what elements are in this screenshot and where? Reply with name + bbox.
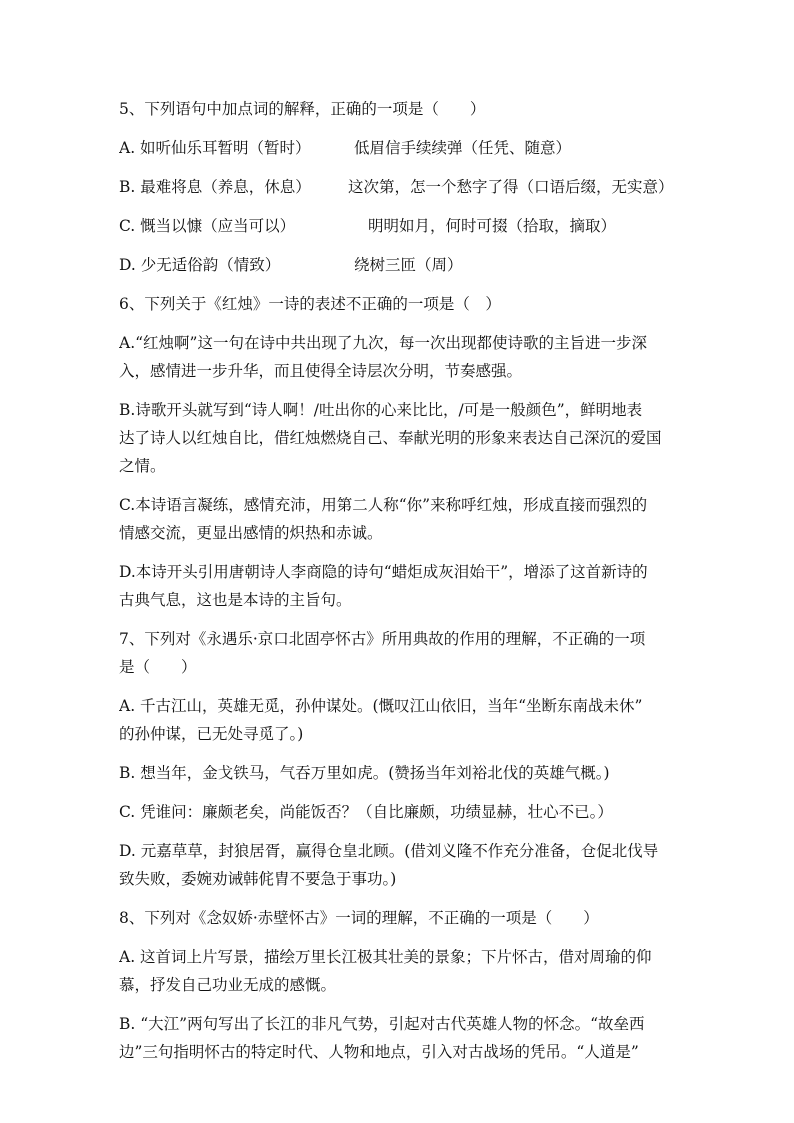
option-text: A. 这首词上片写景，描绘万里长江极其壮美的景象；下片怀古，借对周瑜的仰 — [119, 948, 652, 966]
option-left: B. 最难将息（养息，休息） — [119, 178, 311, 196]
option-row — [119, 251, 679, 279]
question-block — [119, 625, 679, 893]
option-row — [119, 173, 679, 201]
option-text: 边”三句指明怀古的特定时代、人物和地点，引入对古战场的凭吊。“人道是” — [119, 1043, 639, 1061]
option-text: C. 凭谁问：廉颇老矣，尚能饭否？（自比廉颇，功绩显赫，壮心不已。） — [119, 803, 613, 821]
option-text: 之情。 — [119, 457, 166, 475]
option-row — [119, 212, 679, 240]
option-text: D.本诗开头引用唐朝诗人李商隐的诗句“蜡炬成灰泪始干”，增添了这首新诗的 — [119, 563, 648, 581]
option-right: 绕树三匝（周） — [354, 256, 463, 274]
question-stem: 是（ ） — [119, 658, 197, 676]
question-stem: 8、下列对《念奴娇·赤壁怀古》一词的理解，不正确的一项是（ ） — [119, 909, 599, 927]
option-text: 慕，抒发自己功业无成的感慨。 — [119, 976, 337, 994]
option-text: A.“红烛啊”这一句在诗中共出现了九次，每一次出现都使诗歌的主旨进一步深 — [119, 334, 647, 352]
option-right: 低眉信手续续弹（任凭、随意） — [354, 139, 572, 157]
option-text: D. 元嘉草草，封狼居胥，赢得仓皇北顾。(借刘义隆不作充分准备，仓促北伐导 — [119, 842, 659, 860]
option-left: C. 慨当以慷（应当可以） — [119, 217, 296, 235]
option-text: 古典气息，这也是本诗的主旨句。 — [119, 591, 352, 609]
question-block — [119, 904, 679, 1066]
question-stem: 7、下列对《永遇乐·京口北固亭怀古》所用典故的作用的理解，不正确的一项 — [119, 630, 646, 648]
option-left: A. 如听仙乐耳暂明（暂时） — [119, 139, 311, 157]
option-left: D. 少无适俗韵（情致） — [119, 256, 281, 274]
option-text: 致失败，委婉劝诫韩侂胄不要急于事功。) — [119, 870, 397, 888]
option-text: 达了诗人以红烛自比，借红烛燃烧自己、奉献光明的形象来表达自己深沉的爱国 — [119, 429, 662, 447]
option-text: A. 千古江山，英雄无觅，孙仲谋处。(慨叹江山依旧，当年“坐断东南战未休” — [119, 697, 643, 715]
option-text: C.本诗语言凝练，感情充沛，用第二人称“你”来称呼红烛，形成直接而强烈的 — [119, 496, 648, 514]
question-list — [119, 95, 679, 1066]
question-stem: 5、下列语句中加点词的解释，正确的一项是（ ） — [119, 100, 486, 118]
option-right: 这次第，怎一个愁字了得（口语后缀，无实意） — [348, 178, 674, 196]
question-block — [119, 95, 679, 279]
option-text: 情感交流，更显出感情的炽热和赤诚。 — [119, 524, 383, 542]
option-text: B. “大江”两句写出了长江的非凡气势，引起对古代英雄人物的怀念。“故垒西 — [119, 1015, 645, 1033]
option-text: B. 想当年，金戈铁马，气吞万里如虎。(赞扬当年刘裕北伐的英雄气概。) — [119, 764, 610, 782]
question-stem: 6、下列关于《红烛》一诗的表述不正确的一项是（ ） — [119, 295, 501, 313]
option-text: 入，感情进一步升华，而且使得全诗层次分明，节奏感强。 — [119, 362, 523, 380]
option-text: 的孙仲谋，已无处寻觅了。) — [119, 725, 304, 743]
option-right: 明明如月，何时可掇（拾取，摘取） — [368, 217, 617, 235]
option-text: B.诗歌开头就写到“诗人啊！/吐出你的心来比比，/可是一般颜色”，鲜明地表 — [119, 401, 643, 419]
question-block — [119, 290, 679, 614]
option-row — [119, 134, 679, 162]
